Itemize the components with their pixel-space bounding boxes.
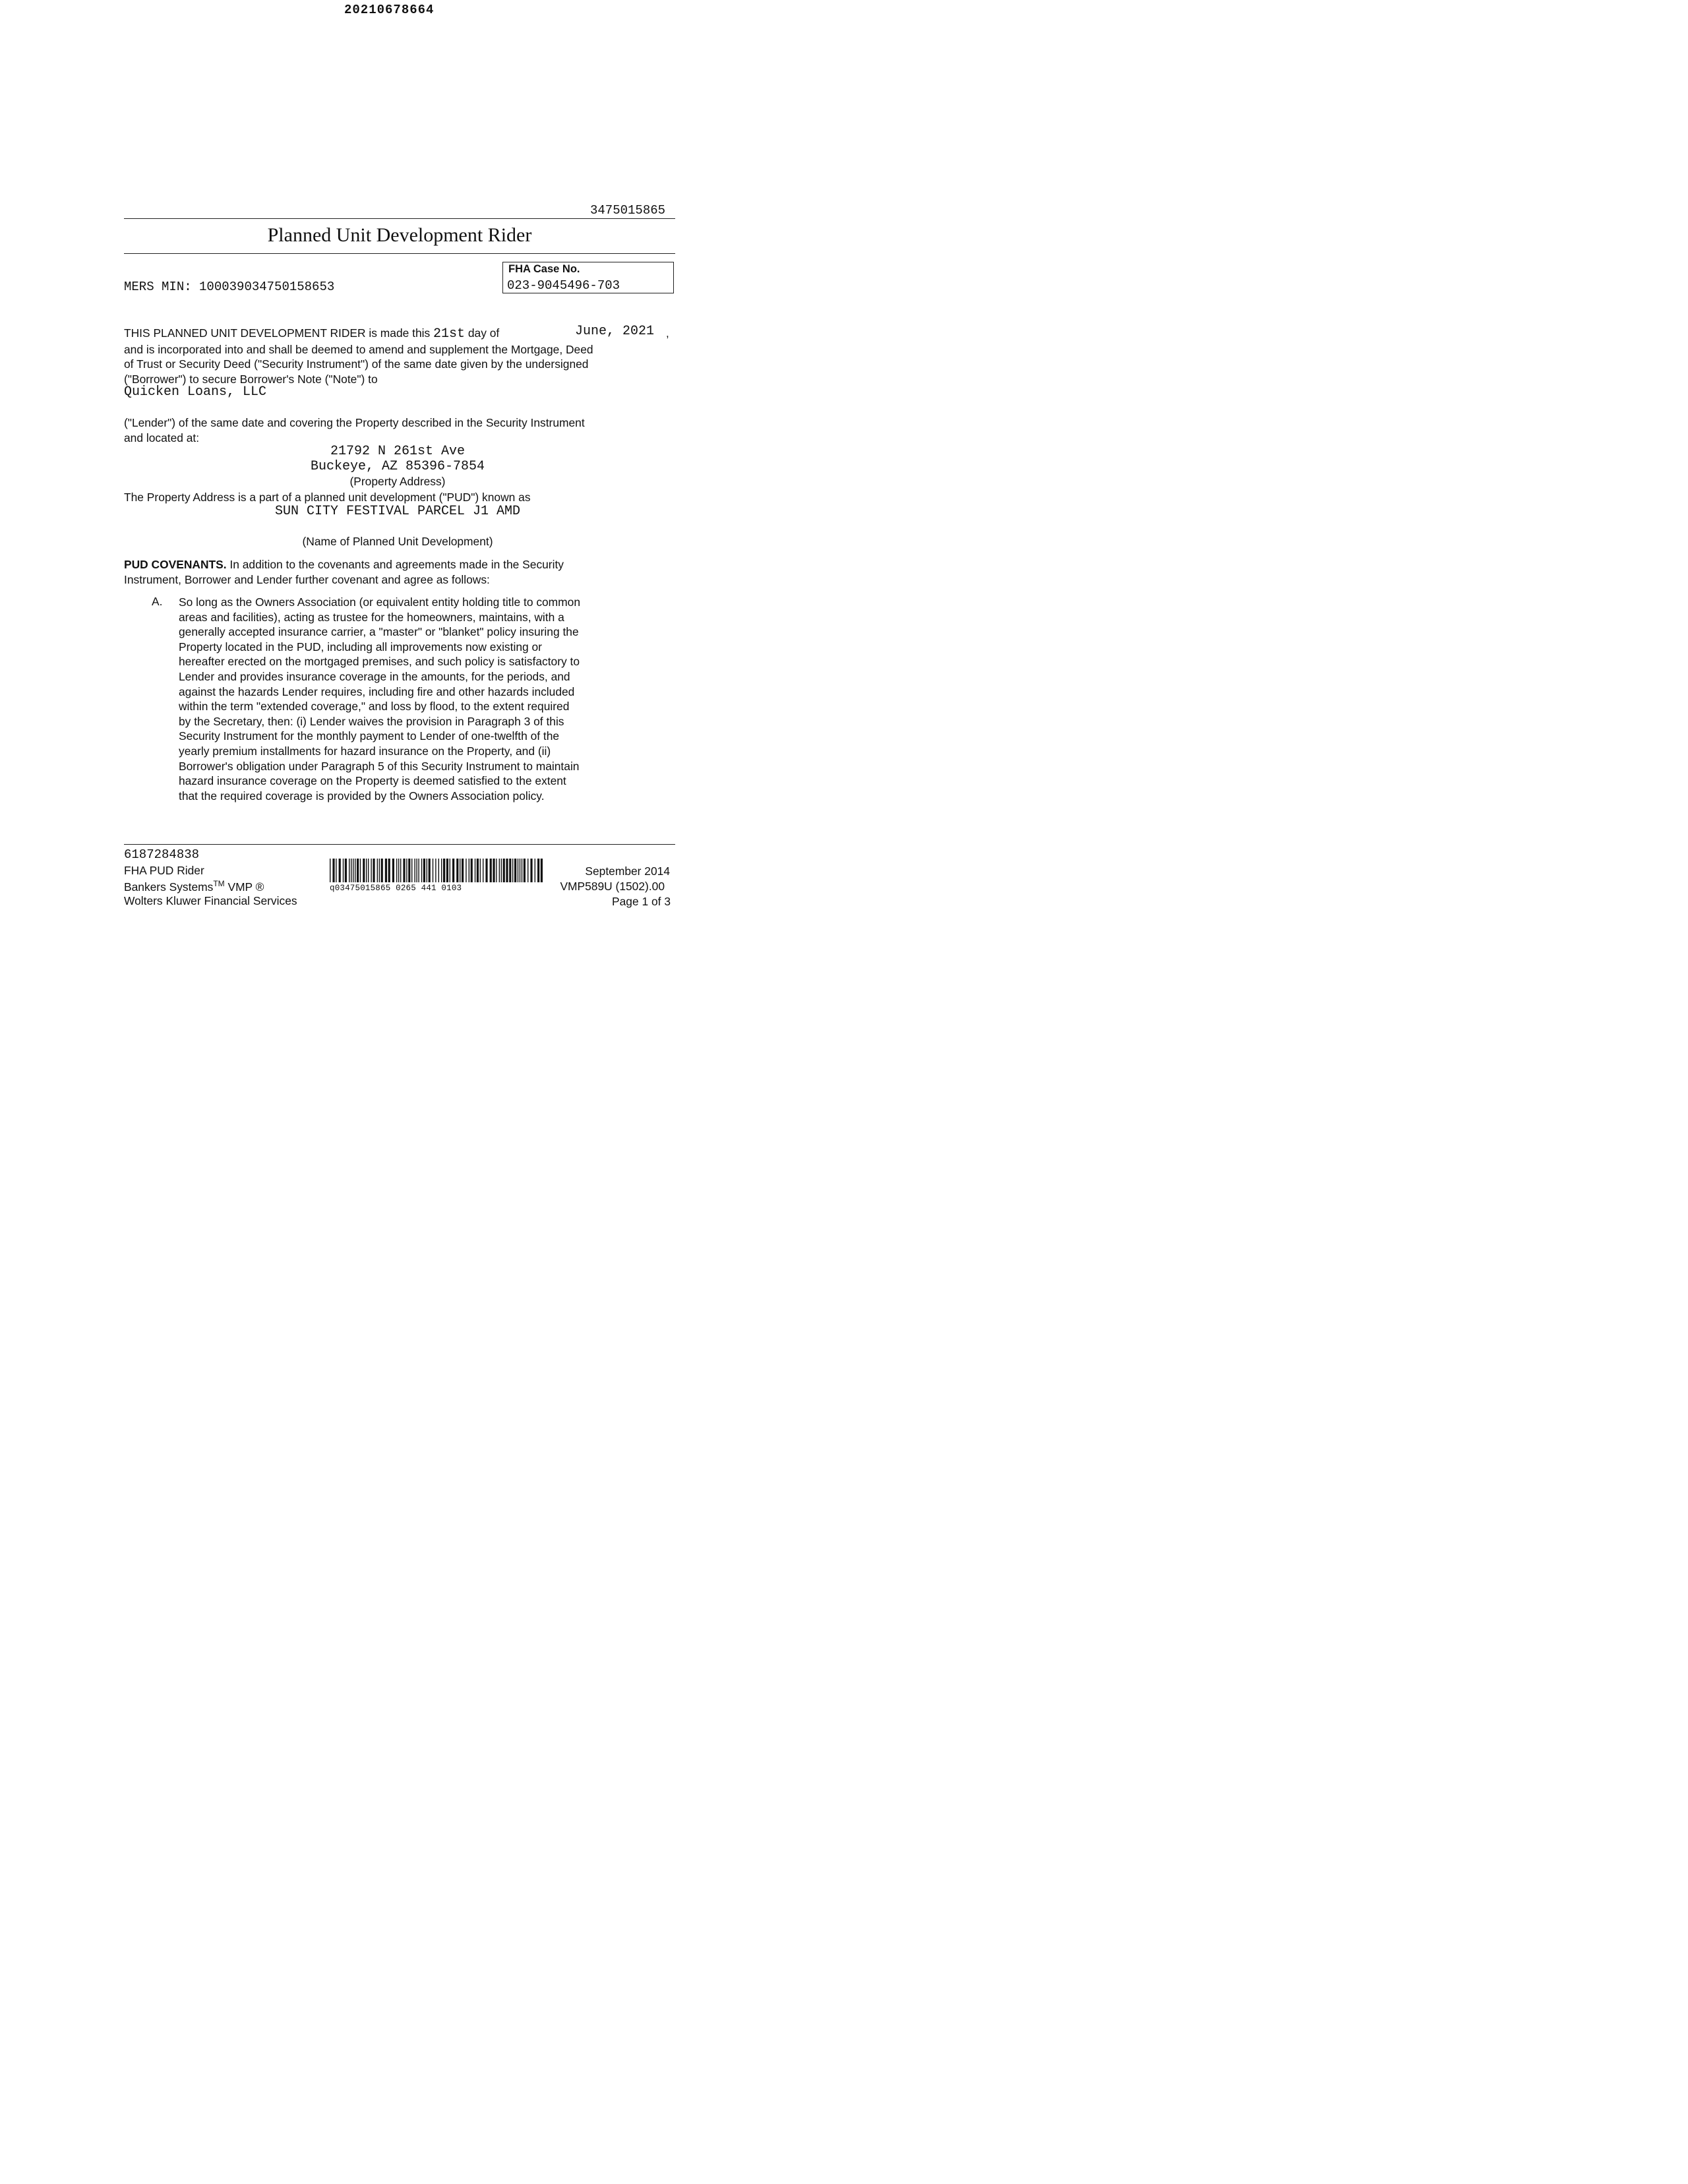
barcode-bar <box>485 859 487 882</box>
footer-publisher: Bankers Systems <box>124 880 214 894</box>
barcode-bar <box>524 859 526 882</box>
intro-line-2: of Trust or Security Deed ("Security Instrument") of the same date given by the undersigned <box>124 357 589 371</box>
lender-clause-line-2: and located at: <box>124 431 200 444</box>
intro-day: 21st <box>433 326 466 342</box>
barcode-bar <box>438 859 439 882</box>
barcode-bar <box>343 859 344 882</box>
barcode-bar <box>373 859 375 882</box>
barcode-bar <box>368 859 369 882</box>
footer-form-number: VMP589U (1502).00 <box>560 880 665 893</box>
intro-line-1: and is incorporated into and shall be deemed to amend and supplement the Mortgage, Deed <box>124 342 593 356</box>
covenants-line-1-rest: In addition to the covenants and agreements made in the Security <box>226 558 564 571</box>
title-bottom-rule <box>124 253 675 254</box>
clause-a-line: Lender and provides insurance coverage in the amounts, for the periods, and <box>179 669 570 683</box>
footer-page: Page 1 of 3 <box>612 895 671 908</box>
intro-month-year: June, 2021 <box>575 324 655 339</box>
barcode-bar <box>429 859 431 882</box>
barcode-bar <box>509 859 511 882</box>
barcode-bar <box>423 859 425 882</box>
barcode-bar <box>490 859 492 882</box>
intro-line-3: ("Borrower") to secure Borrower's Note ("Note") to <box>124 372 378 386</box>
footer-rule <box>124 844 675 845</box>
barcode-bar <box>499 859 500 882</box>
barcode-bar <box>403 859 405 882</box>
intro-first-line <box>124 326 593 342</box>
barcode-bar <box>388 859 390 882</box>
barcode-bar <box>480 859 481 882</box>
barcode-bar <box>357 859 359 882</box>
intro-trailing-comma: , <box>666 327 669 340</box>
footer-doc-id: 6187284838 <box>124 847 200 862</box>
barcode-bar <box>443 859 445 882</box>
barcode-bar <box>408 859 410 882</box>
property-city-state-zip: Buckeye, AZ 85396-7854 <box>310 459 485 474</box>
clause-a-line: yearly premium installments for hazard insurance on the Property, and (ii) <box>179 744 551 758</box>
clause-a-text <box>179 595 580 803</box>
barcode-bar <box>506 859 508 882</box>
fha-label: FHA Case No. <box>508 263 580 275</box>
barcode-bar <box>530 859 532 882</box>
footer-publisher-line <box>124 879 264 894</box>
barcode-bar <box>366 859 367 882</box>
barcode-bar <box>363 859 365 882</box>
barcode-bar <box>414 859 415 882</box>
barcode-bar <box>345 859 347 882</box>
footer-form-name: FHA PUD Rider <box>124 864 204 877</box>
lender-clause <box>124 415 585 445</box>
covenants-line-1 <box>124 557 564 572</box>
clause-a-line: Security Instrument for the monthly payment to Lender of one-twelfth of the <box>179 729 560 743</box>
clause-a-line: within the term "extended coverage," and loss by flood, to the extent required <box>179 700 570 713</box>
property-address-label: (Property Address) <box>349 475 446 488</box>
fha-value: 023-9045496-703 <box>507 278 620 293</box>
pud-name-label: (Name of Planned Unit Development) <box>302 535 493 548</box>
barcode-bar <box>385 859 387 882</box>
footer-vmp: VMP ® <box>224 880 264 894</box>
pud-name: SUN CITY FESTIVAL PARCEL J1 AMD <box>274 504 521 519</box>
mers-min <box>124 280 334 294</box>
barcode-bar <box>496 859 497 882</box>
lender-name: Quicken Loans, LLC <box>124 384 267 400</box>
barcode-bar <box>514 859 516 882</box>
barcode-bar <box>381 859 383 882</box>
barcode-bar <box>411 859 412 882</box>
barcode-bar <box>379 859 380 882</box>
lender-clause-line-1: ("Lender") of the same date and covering the Property described in the Security Instrument <box>124 416 585 429</box>
intro-day-suffix: day of <box>467 326 500 340</box>
barcode-bar <box>400 859 401 882</box>
clause-a-line: hazard insurance coverage on the Property is deemed satisfied to the extent <box>179 774 566 788</box>
barcode <box>330 859 545 882</box>
barcode-bar <box>471 859 473 882</box>
clause-a-line: by the Secretary, then: (i) Lender waives the provision in Paragraph 3 of this <box>179 714 564 728</box>
barcode-bar <box>537 859 539 882</box>
footer-company: Wolters Kluwer Financial Services <box>124 894 297 907</box>
barcode-bar <box>421 859 422 882</box>
clause-a-line: hereafter erected on the mortgaged premises, and such policy is satisfactory to <box>179 655 580 669</box>
clause-a-line: generally accepted insurance carrier, a "master" or "blanket" policy insuring the <box>179 625 579 639</box>
mers-value: 100039034750158653 <box>199 280 335 294</box>
barcode-bar <box>446 859 448 882</box>
trademark-mark: TM <box>213 879 225 888</box>
covenants-line-2: Instrument, Borrower and Lender further covenant and agree as follows: <box>124 572 490 586</box>
barcode-text: q03475015865 0265 441 0103 <box>330 884 462 893</box>
barcode-bar <box>377 859 378 882</box>
barcode-bar <box>392 859 394 882</box>
barcode-bar <box>418 859 419 882</box>
barcode-bar <box>360 859 361 882</box>
barcode-bar <box>456 859 458 882</box>
barcode-bar <box>406 859 407 882</box>
barcode-bar <box>541 859 543 882</box>
clause-a-line: Property located in the PUD, including all improvements now existing or <box>179 640 542 653</box>
barcode-bar <box>396 859 397 882</box>
barcode-bar <box>398 859 399 882</box>
page-title: Planned Unit Development Rider <box>267 224 532 246</box>
intro-paragraph <box>124 326 593 386</box>
clause-a-letter: A. <box>152 595 163 608</box>
clause-a-line: So long as the Owners Association (or equivalent entity holding title to common <box>179 595 581 609</box>
barcode-bar <box>512 859 513 882</box>
covenants-heading: PUD COVENANTS. <box>124 558 227 571</box>
fha-case-box <box>502 262 674 293</box>
barcode-bar <box>435 859 436 882</box>
barcode-bar <box>441 859 442 882</box>
footer-edition: September 2014 <box>585 864 670 878</box>
mers-label: MERS MIN: <box>124 280 192 294</box>
barcode-bar <box>332 859 334 882</box>
barcode-bar <box>339 859 341 882</box>
intro-lead: THIS PLANNED UNIT DEVELOPMENT RIDER is made this <box>124 326 431 340</box>
clause-a-line: areas and facilities), acting as trustee for the homeowners, maintains, with a <box>179 610 564 624</box>
loan-number: 3475015865 <box>590 203 666 218</box>
covenants-paragraph <box>124 557 564 587</box>
recording-number: 20210678664 <box>344 3 435 17</box>
barcode-bar <box>416 859 417 882</box>
barcode-bar <box>503 859 505 882</box>
clause-a-line: that the required coverage is provided by the Owners Association policy. <box>179 789 545 803</box>
property-street: 21792 N 261st Ave <box>330 444 466 459</box>
barcode-bar <box>477 859 479 882</box>
clause-a-line: against the hazards Lender requires, including fire and other hazards included <box>179 684 575 698</box>
barcode-bar <box>462 859 464 882</box>
title-top-rule <box>124 218 675 219</box>
barcode-bar <box>501 859 502 882</box>
pud-statement: The Property Address is a part of a planned unit development ("PUD") known as <box>124 491 531 504</box>
barcode-bar <box>493 859 495 882</box>
clause-a-line: Borrower's obligation under Paragraph 5 of this Security Instrument to maintain <box>179 759 580 773</box>
barcode-bar <box>452 859 454 882</box>
